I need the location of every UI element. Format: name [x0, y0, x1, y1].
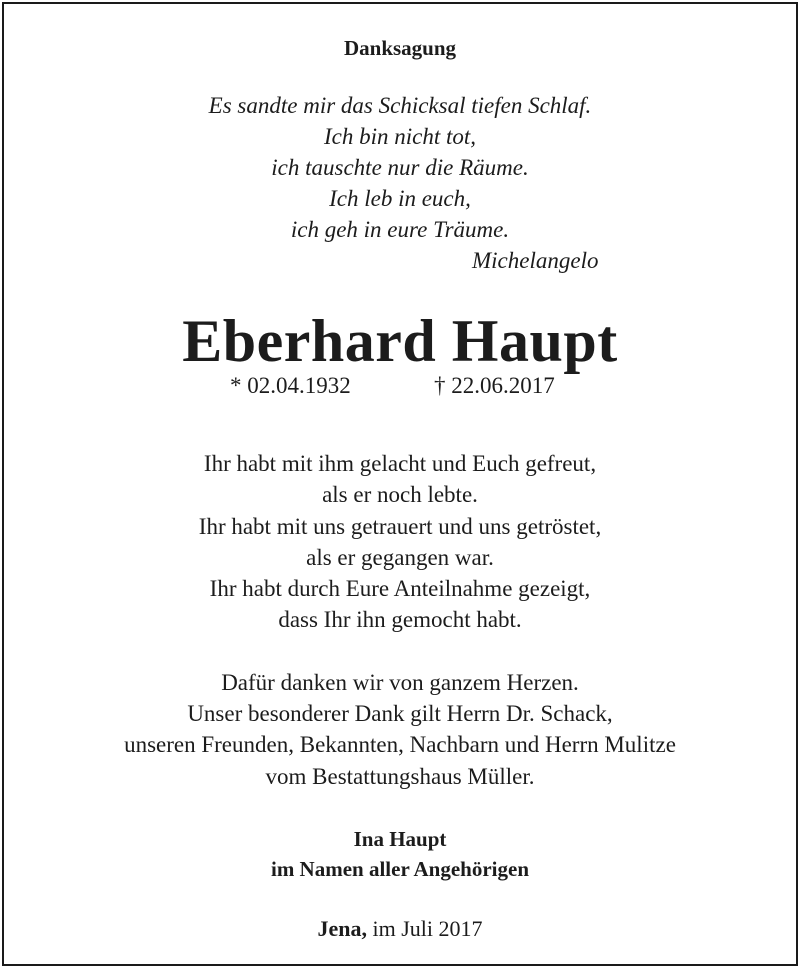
poem-line: Es sandte mir das Schicksal tiefen Schlaf.: [208, 93, 592, 118]
date: im Juli 2017: [372, 916, 483, 941]
obituary-notice: [2, 2, 798, 966]
poem-line: Ich bin nicht tot,: [323, 124, 477, 149]
message-line: als er noch lebte.: [322, 482, 478, 507]
poem-author: Michelangelo: [472, 248, 599, 273]
message-line: als er gegangen war.: [306, 545, 494, 570]
message-line: dass Ihr ihn gemocht habt.: [278, 607, 522, 632]
notice-heading: Danksagung: [343, 36, 457, 60]
thanks-line: vom Bestattungshaus Müller.: [265, 764, 535, 789]
poem-line: ich geh in eure Träume.: [290, 217, 510, 242]
death-date: † 22.06.2017: [434, 373, 555, 398]
birth-date: * 02.04.1932: [230, 373, 351, 398]
thanks-line: Unser besonderer Dank gilt Herrn Dr. Schack,: [187, 701, 613, 726]
thanks-line: unseren Freunden, Bekannten, Nachbarn und Herrn Mulitze: [124, 732, 676, 757]
place: Jena,: [317, 916, 367, 941]
place-date-line: [4, 914, 796, 944]
signature-subtitle: im Namen aller Angehörigen: [270, 857, 529, 881]
message-line: Ihr habt durch Eure Anteilnahme gezeigt,: [209, 576, 591, 601]
message-line: Ihr habt mit ihm gelacht und Euch gefreut,: [203, 451, 597, 476]
poem-line: ich tauschte nur die Räume.: [271, 155, 529, 180]
message-line: Ihr habt mit uns getrauert und uns getröstet,: [198, 514, 602, 539]
thanks-line: Dafür danken wir von ganzem Herzen.: [221, 670, 579, 695]
signature-name: Ina Haupt: [353, 827, 447, 851]
deceased-name: Eberhard Haupt: [182, 308, 618, 374]
poem-line: Ich leb in euch,: [329, 186, 471, 211]
